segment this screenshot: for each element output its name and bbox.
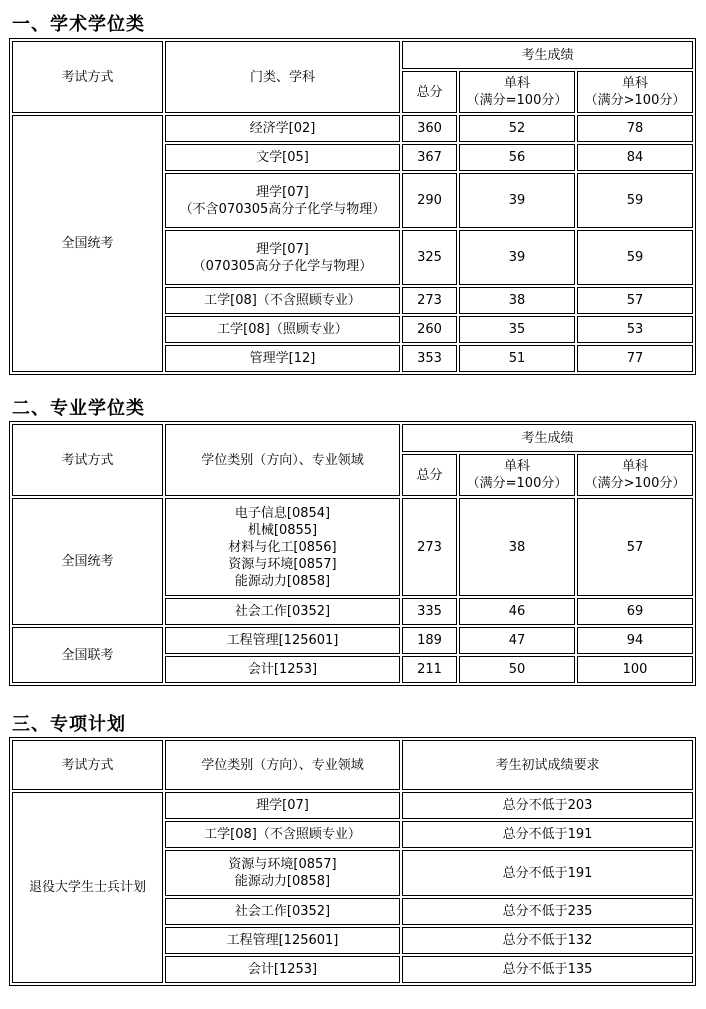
single-100-cell: 47 (459, 627, 575, 654)
group-label: 全国统考 (12, 498, 163, 625)
subject-cell: 工程管理[125601] (165, 927, 400, 954)
requirement-cell: 总分不低于191 (402, 850, 693, 896)
header-single-over-100 (577, 71, 693, 113)
single-100-cell: 56 (459, 144, 575, 171)
table-row (12, 792, 693, 819)
subject-cell: 社会工作[0352] (165, 898, 400, 925)
header-category: 学位类别（方向）、专业领域 (165, 424, 400, 496)
header-single-100 (459, 454, 575, 496)
total-score-cell: 335 (402, 598, 457, 625)
section2-title: 二、专业学位类 (12, 398, 145, 419)
table-header-row (12, 424, 693, 452)
total-score-cell: 211 (402, 656, 457, 683)
header-category: 门类、学科 (165, 41, 400, 113)
subject-line2: （不含070305高分子化学与物理） (179, 201, 386, 217)
single-over-cell: 77 (577, 345, 693, 372)
single-100-cell: 38 (459, 498, 575, 596)
header-exam-mode: 考试方式 (12, 41, 163, 113)
single-over-cell: 69 (577, 598, 693, 625)
academic-degree-table (9, 38, 696, 375)
single-over-cell: 100 (577, 656, 693, 683)
single-100-cell: 52 (459, 115, 575, 142)
subject-line: 机械[0855] (247, 522, 318, 538)
table-row (12, 498, 693, 596)
header-single-100-line1: 单科 (503, 459, 530, 474)
single-over-cell: 78 (577, 115, 693, 142)
subject-line: 材料与化工[0856] (228, 539, 337, 555)
table-header-row (12, 41, 693, 69)
subject-line2: 能源动力[0858] (234, 874, 331, 889)
header-single-100-line2: （满分=100分） (466, 93, 568, 108)
total-score-cell: 360 (402, 115, 457, 142)
total-score-cell: 189 (402, 627, 457, 654)
header-requirement: 考生初试成绩要求 (402, 740, 693, 790)
total-score-cell: 353 (402, 345, 457, 372)
single-100-cell: 39 (459, 230, 575, 285)
total-score-cell: 367 (402, 144, 457, 171)
subject-cell (165, 850, 400, 896)
total-score-cell: 273 (402, 287, 457, 314)
header-single-over-line2: （满分>100分） (584, 476, 686, 491)
single-over-cell: 57 (577, 498, 693, 596)
header-single-100-line2: （满分=100分） (466, 476, 568, 491)
requirement-cell: 总分不低于132 (402, 927, 693, 954)
requirement-cell: 总分不低于191 (402, 821, 693, 848)
subject-cell: 管理学[12] (165, 345, 400, 372)
table-row (12, 115, 693, 142)
single-over-cell: 57 (577, 287, 693, 314)
header-single-over-line1: 单科 (621, 76, 648, 91)
subject-cell: 经济学[02] (165, 115, 400, 142)
subject-cell: 会计[1253] (165, 956, 400, 983)
header-score-group: 考生成绩 (402, 41, 693, 69)
header-exam-mode: 考试方式 (12, 740, 163, 790)
subject-line1: 理学[07] (256, 184, 309, 200)
single-over-cell: 59 (577, 173, 693, 228)
group-label: 全国统考 (12, 115, 163, 372)
subject-cell: 工学[08]（不含照顾专业） (165, 821, 400, 848)
subject-cell: 会计[1253] (165, 656, 400, 683)
total-score-cell: 325 (402, 230, 457, 285)
single-over-cell: 84 (577, 144, 693, 171)
subject-cell: 工学[08]（不含照顾专业） (165, 287, 400, 314)
header-score-group: 考生成绩 (402, 424, 693, 452)
subject-line: 资源与环境[0857] (228, 556, 337, 572)
table-header-row (12, 740, 693, 790)
group-label: 全国联考 (12, 627, 163, 683)
total-score-cell: 290 (402, 173, 457, 228)
subject-line1: 理学[07] (256, 241, 309, 257)
header-single-over-100 (577, 454, 693, 496)
subject-cell (165, 230, 400, 285)
single-over-cell: 94 (577, 627, 693, 654)
subject-cell: 文学[05] (165, 144, 400, 171)
total-score-cell: 273 (402, 498, 457, 596)
section3-title: 三、专项计划 (12, 714, 126, 735)
single-over-cell: 53 (577, 316, 693, 343)
requirement-cell: 总分不低于235 (402, 898, 693, 925)
header-single-over-line1: 单科 (621, 459, 648, 474)
header-single-100 (459, 71, 575, 113)
header-category: 学位类别（方向）、专业领域 (165, 740, 400, 790)
section1-title: 一、学术学位类 (12, 14, 145, 35)
header-total: 总分 (402, 71, 457, 113)
subject-cell: 工学[08]（照顾专业） (165, 316, 400, 343)
single-100-cell: 39 (459, 173, 575, 228)
single-100-cell: 46 (459, 598, 575, 625)
subject-line1: 资源与环境[0857] (228, 857, 337, 872)
single-100-cell: 51 (459, 345, 575, 372)
special-plan-table (9, 737, 696, 986)
requirement-cell: 总分不低于135 (402, 956, 693, 983)
subject-cell: 工程管理[125601] (165, 627, 400, 654)
single-100-cell: 35 (459, 316, 575, 343)
header-single-over-line2: （满分>100分） (584, 93, 686, 108)
subject-cell: 社会工作[0352] (165, 598, 400, 625)
subject-cell (165, 173, 400, 228)
subject-line: 电子信息[0854] (234, 505, 331, 521)
group-label: 退役大学生士兵计划 (12, 792, 163, 983)
total-score-cell: 260 (402, 316, 457, 343)
single-100-cell: 38 (459, 287, 575, 314)
subject-cell (165, 498, 400, 596)
single-100-cell: 50 (459, 656, 575, 683)
subject-line: 能源动力[0858] (234, 573, 331, 589)
professional-degree-table (9, 421, 696, 686)
subject-line2: （070305高分子化学与物理） (192, 258, 373, 274)
table-row (12, 627, 693, 654)
single-over-cell: 59 (577, 230, 693, 285)
requirement-cell: 总分不低于203 (402, 792, 693, 819)
subject-cell: 理学[07] (165, 792, 400, 819)
header-total: 总分 (402, 454, 457, 496)
header-single-100-line1: 单科 (503, 76, 530, 91)
header-exam-mode: 考试方式 (12, 424, 163, 496)
